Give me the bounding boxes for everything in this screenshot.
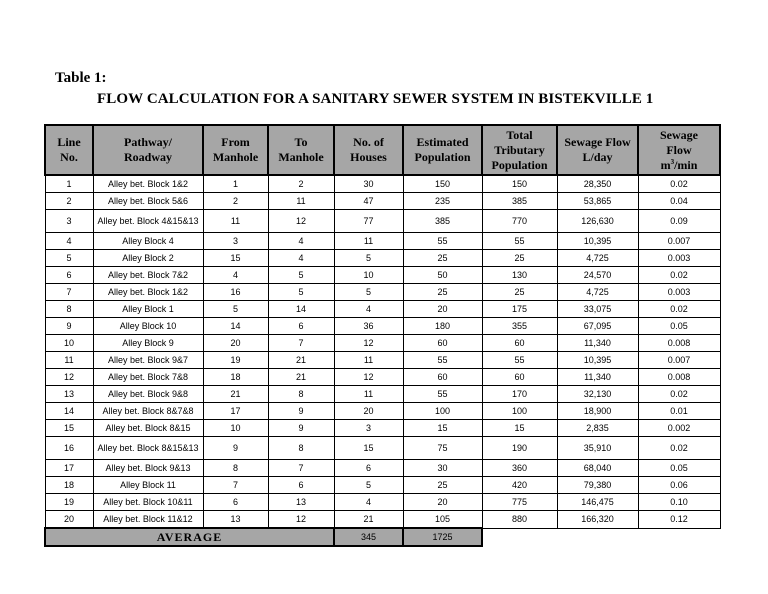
sewage-flow-m3min-cell: 0.04: [638, 193, 720, 210]
houses-cell: 15: [334, 437, 403, 460]
table-row: [45, 494, 720, 511]
sewage-flow-lday-cell: 146,475: [557, 494, 638, 511]
total-population-cell: 25: [482, 250, 557, 267]
table-row: [45, 386, 720, 403]
estimated-population-cell: 385: [403, 210, 482, 233]
average-estimated-population: 1725: [403, 528, 482, 546]
pathway-cell: Alley bet. Block 5&6: [93, 193, 203, 210]
pathway-cell: Alley bet. Block 11&12: [93, 511, 203, 529]
line-no-cell: 10: [45, 335, 93, 352]
document-title: FLOW CALCULATION FOR A SANITARY SEWER SYSTEM IN BISTEKVILLE 1: [97, 91, 654, 107]
total-population-cell: 775: [482, 494, 557, 511]
from-manhole-cell: 3: [203, 233, 268, 250]
total-population-cell: 360: [482, 460, 557, 477]
total-population-cell: 130: [482, 267, 557, 284]
sewage-flow-m3min-cell: 0.10: [638, 494, 720, 511]
sewage-flow-lday-cell: 32,130: [557, 386, 638, 403]
sewage-flow-lday-cell: 28,350: [557, 175, 638, 193]
line-no-cell: 3: [45, 210, 93, 233]
sewage-flow-m3min-cell: 0.05: [638, 318, 720, 335]
table-row: [45, 233, 720, 250]
pathway-cell: Alley bet. Block 9&8: [93, 386, 203, 403]
total-population-cell: 60: [482, 369, 557, 386]
table-row: [45, 335, 720, 352]
to-manhole-cell: 11: [268, 193, 334, 210]
from-manhole-cell: 18: [203, 369, 268, 386]
total-population-cell: 385: [482, 193, 557, 210]
to-manhole-cell: 7: [268, 335, 334, 352]
sewage-flow-lday-cell: 18,900: [557, 403, 638, 420]
line-no-cell: 12: [45, 369, 93, 386]
from-manhole-cell: 2: [203, 193, 268, 210]
total-population-cell: 175: [482, 301, 557, 318]
table-row: [45, 403, 720, 420]
sewage-flow-lday-cell: 79,380: [557, 477, 638, 494]
from-manhole-cell: 13: [203, 511, 268, 529]
sewage-flow-lday-cell: 126,630: [557, 210, 638, 233]
line-no-cell: 5: [45, 250, 93, 267]
houses-cell: 12: [334, 369, 403, 386]
line-no-cell: 2: [45, 193, 93, 210]
line-no-cell: 18: [45, 477, 93, 494]
estimated-population-cell: 75: [403, 437, 482, 460]
line-no-cell: 14: [45, 403, 93, 420]
sewage-flow-lday-cell: 4,725: [557, 284, 638, 301]
sewage-flow-m3min-cell: 0.05: [638, 460, 720, 477]
header-from-manhole: From Manhole: [203, 125, 268, 175]
table-row: [45, 175, 720, 193]
estimated-population-cell: 30: [403, 460, 482, 477]
from-manhole-cell: 1: [203, 175, 268, 193]
houses-cell: 10: [334, 267, 403, 284]
pathway-cell: Alley Block 1: [93, 301, 203, 318]
to-manhole-cell: 5: [268, 267, 334, 284]
average-houses: 345: [334, 528, 403, 546]
sewage-flow-lday-cell: 68,040: [557, 460, 638, 477]
table-label: Table 1:: [55, 70, 107, 86]
pathway-cell: Alley bet. Block 8&15: [93, 420, 203, 437]
average-label: AVERAGE: [45, 528, 334, 546]
sewage-flow-m3min-cell: 0.01: [638, 403, 720, 420]
estimated-population-cell: 100: [403, 403, 482, 420]
sewage-flow-lday-cell: 4,725: [557, 250, 638, 267]
line-no-cell: 15: [45, 420, 93, 437]
estimated-population-cell: 25: [403, 250, 482, 267]
to-manhole-cell: 12: [268, 511, 334, 529]
to-manhole-cell: 12: [268, 210, 334, 233]
estimated-population-cell: 25: [403, 284, 482, 301]
houses-cell: 4: [334, 494, 403, 511]
houses-cell: 11: [334, 386, 403, 403]
total-population-cell: 190: [482, 437, 557, 460]
estimated-population-cell: 20: [403, 301, 482, 318]
footer-blank: [638, 528, 720, 546]
to-manhole-cell: 2: [268, 175, 334, 193]
total-population-cell: 55: [482, 233, 557, 250]
estimated-population-cell: 55: [403, 352, 482, 369]
houses-cell: 21: [334, 511, 403, 529]
line-no-cell: 17: [45, 460, 93, 477]
to-manhole-cell: 9: [268, 403, 334, 420]
sewage-flow-lday-cell: 11,340: [557, 369, 638, 386]
to-manhole-cell: 21: [268, 369, 334, 386]
to-manhole-cell: 8: [268, 437, 334, 460]
houses-cell: 6: [334, 460, 403, 477]
houses-cell: 36: [334, 318, 403, 335]
from-manhole-cell: 16: [203, 284, 268, 301]
table-row: [45, 193, 720, 210]
table-row: [45, 460, 720, 477]
sewage-flow-m3min-cell: 0.02: [638, 175, 720, 193]
pathway-cell: Alley Block 4: [93, 233, 203, 250]
sewage-flow-lday-cell: 166,320: [557, 511, 638, 529]
total-population-cell: 150: [482, 175, 557, 193]
from-manhole-cell: 21: [203, 386, 268, 403]
line-no-cell: 9: [45, 318, 93, 335]
estimated-population-cell: 60: [403, 335, 482, 352]
pathway-cell: Alley bet. Block 7&2: [93, 267, 203, 284]
houses-cell: 12: [334, 335, 403, 352]
total-population-cell: 25: [482, 284, 557, 301]
total-population-cell: 170: [482, 386, 557, 403]
line-no-cell: 11: [45, 352, 93, 369]
houses-cell: 11: [334, 233, 403, 250]
pathway-cell: Alley bet. Block 1&2: [93, 284, 203, 301]
table-body: [45, 175, 720, 528]
estimated-population-cell: 105: [403, 511, 482, 529]
to-manhole-cell: 4: [268, 233, 334, 250]
sewage-flow-m3min-cell: 0.06: [638, 477, 720, 494]
line-no-cell: 4: [45, 233, 93, 250]
sewage-flow-m3min-cell: 0.09: [638, 210, 720, 233]
header-to-manhole: To Manhole: [268, 125, 334, 175]
sewage-flow-m3min-cell: 0.02: [638, 301, 720, 318]
sewage-flow-m3min-cell: 0.003: [638, 250, 720, 267]
houses-cell: 47: [334, 193, 403, 210]
total-population-cell: 100: [482, 403, 557, 420]
to-manhole-cell: 4: [268, 250, 334, 267]
sewage-flow-lday-cell: 10,395: [557, 233, 638, 250]
to-manhole-cell: 13: [268, 494, 334, 511]
houses-cell: 77: [334, 210, 403, 233]
estimated-population-cell: 15: [403, 420, 482, 437]
estimated-population-cell: 55: [403, 386, 482, 403]
houses-cell: 5: [334, 250, 403, 267]
sewage-flow-lday-cell: 10,395: [557, 352, 638, 369]
pathway-cell: Alley bet. Block 9&13: [93, 460, 203, 477]
line-no-cell: 6: [45, 267, 93, 284]
estimated-population-cell: 25: [403, 477, 482, 494]
from-manhole-cell: 6: [203, 494, 268, 511]
pathway-cell: Alley bet. Block 4&15&13: [93, 210, 203, 233]
sewage-flow-m3min-cell: 0.12: [638, 511, 720, 529]
line-no-cell: 7: [45, 284, 93, 301]
sewage-flow-m3min-cell: 0.02: [638, 437, 720, 460]
houses-cell: 5: [334, 477, 403, 494]
from-manhole-cell: 19: [203, 352, 268, 369]
header-sewage-flow-m3min: Sewage Flow $m^3/\min$: [638, 125, 720, 175]
pathway-cell: Alley bet. Block 8&15&13: [93, 437, 203, 460]
sewage-flow-lday-cell: 2,835: [557, 420, 638, 437]
houses-cell: 5: [334, 284, 403, 301]
total-population-cell: 60: [482, 335, 557, 352]
total-population-cell: 770: [482, 210, 557, 233]
to-manhole-cell: 6: [268, 318, 334, 335]
table-row: [45, 511, 720, 529]
flow-calculation-table: [44, 124, 721, 547]
from-manhole-cell: 8: [203, 460, 268, 477]
footer-blank: [482, 528, 557, 546]
line-no-cell: 20: [45, 511, 93, 529]
header-sewage-flow-lday: Sewage Flow L/day: [557, 125, 638, 175]
sewage-flow-lday-cell: 35,910: [557, 437, 638, 460]
header-pathway: Pathway/ Roadway: [93, 125, 203, 175]
table-row: [45, 301, 720, 318]
table-row: [45, 318, 720, 335]
table-row: [45, 420, 720, 437]
total-population-cell: 15: [482, 420, 557, 437]
pathway-cell: Alley bet. Block 8&7&8: [93, 403, 203, 420]
to-manhole-cell: 8: [268, 386, 334, 403]
table-row: [45, 477, 720, 494]
header-total-tributary-population: Total Tributary Population: [482, 125, 557, 175]
estimated-population-cell: 180: [403, 318, 482, 335]
from-manhole-cell: 17: [203, 403, 268, 420]
line-no-cell: 16: [45, 437, 93, 460]
pathway-cell: Alley bet. Block 10&11: [93, 494, 203, 511]
line-no-cell: 8: [45, 301, 93, 318]
line-no-cell: 19: [45, 494, 93, 511]
table-row: [45, 250, 720, 267]
pathway-cell: Alley Block 2: [93, 250, 203, 267]
total-population-cell: 55: [482, 352, 557, 369]
from-manhole-cell: 11: [203, 210, 268, 233]
to-manhole-cell: 9: [268, 420, 334, 437]
estimated-population-cell: 55: [403, 233, 482, 250]
from-manhole-cell: 10: [203, 420, 268, 437]
sewage-flow-lday-cell: 53,865: [557, 193, 638, 210]
table-row: [45, 437, 720, 460]
total-population-cell: 880: [482, 511, 557, 529]
from-manhole-cell: 20: [203, 335, 268, 352]
sewage-flow-lday-cell: 11,340: [557, 335, 638, 352]
sewage-flow-lday-cell: 33,075: [557, 301, 638, 318]
line-no-cell: 1: [45, 175, 93, 193]
from-manhole-cell: 5: [203, 301, 268, 318]
estimated-population-cell: 150: [403, 175, 482, 193]
to-manhole-cell: 14: [268, 301, 334, 318]
estimated-population-cell: 235: [403, 193, 482, 210]
sewage-flow-m3min-cell: 0.02: [638, 386, 720, 403]
houses-cell: 3: [334, 420, 403, 437]
total-population-cell: 355: [482, 318, 557, 335]
total-population-cell: 420: [482, 477, 557, 494]
pathway-cell: Alley Block 10: [93, 318, 203, 335]
sewage-flow-lday-cell: 67,095: [557, 318, 638, 335]
header-estimated-population: Estimated Population: [403, 125, 482, 175]
sewage-flow-m3min-cell: 0.002: [638, 420, 720, 437]
average-row: [45, 528, 720, 546]
from-manhole-cell: 9: [203, 437, 268, 460]
sewage-flow-m3min-cell: 0.007: [638, 352, 720, 369]
pathway-cell: Alley bet. Block 9&7: [93, 352, 203, 369]
from-manhole-cell: 14: [203, 318, 268, 335]
to-manhole-cell: 5: [268, 284, 334, 301]
line-no-cell: 13: [45, 386, 93, 403]
header-row: [45, 125, 720, 175]
to-manhole-cell: 6: [268, 477, 334, 494]
from-manhole-cell: 7: [203, 477, 268, 494]
estimated-population-cell: 20: [403, 494, 482, 511]
footer-blank: [557, 528, 638, 546]
estimated-population-cell: 50: [403, 267, 482, 284]
header-line-no: Line No.: [45, 125, 93, 175]
sewage-flow-lday-cell: 24,570: [557, 267, 638, 284]
houses-cell: 30: [334, 175, 403, 193]
sewage-flow-m3min-cell: 0.007: [638, 233, 720, 250]
to-manhole-cell: 21: [268, 352, 334, 369]
to-manhole-cell: 7: [268, 460, 334, 477]
estimated-population-cell: 60: [403, 369, 482, 386]
houses-cell: 20: [334, 403, 403, 420]
pathway-cell: Alley bet. Block 1&2: [93, 175, 203, 193]
table-row: [45, 267, 720, 284]
sewage-flow-m3min-cell: 0.003: [638, 284, 720, 301]
houses-cell: 11: [334, 352, 403, 369]
header-houses: No. of Houses: [334, 125, 403, 175]
table-row: [45, 369, 720, 386]
from-manhole-cell: 15: [203, 250, 268, 267]
sewage-flow-m3min-cell: 0.008: [638, 335, 720, 352]
pathway-cell: Alley Block 9: [93, 335, 203, 352]
pathway-cell: Alley Block 11: [93, 477, 203, 494]
sewage-flow-m3min-cell: 0.02: [638, 267, 720, 284]
from-manhole-cell: 4: [203, 267, 268, 284]
sewage-flow-m3min-cell: 0.008: [638, 369, 720, 386]
table-row: [45, 284, 720, 301]
pathway-cell: Alley bet. Block 7&8: [93, 369, 203, 386]
table-row: [45, 210, 720, 233]
houses-cell: 4: [334, 301, 403, 318]
table-row: [45, 352, 720, 369]
